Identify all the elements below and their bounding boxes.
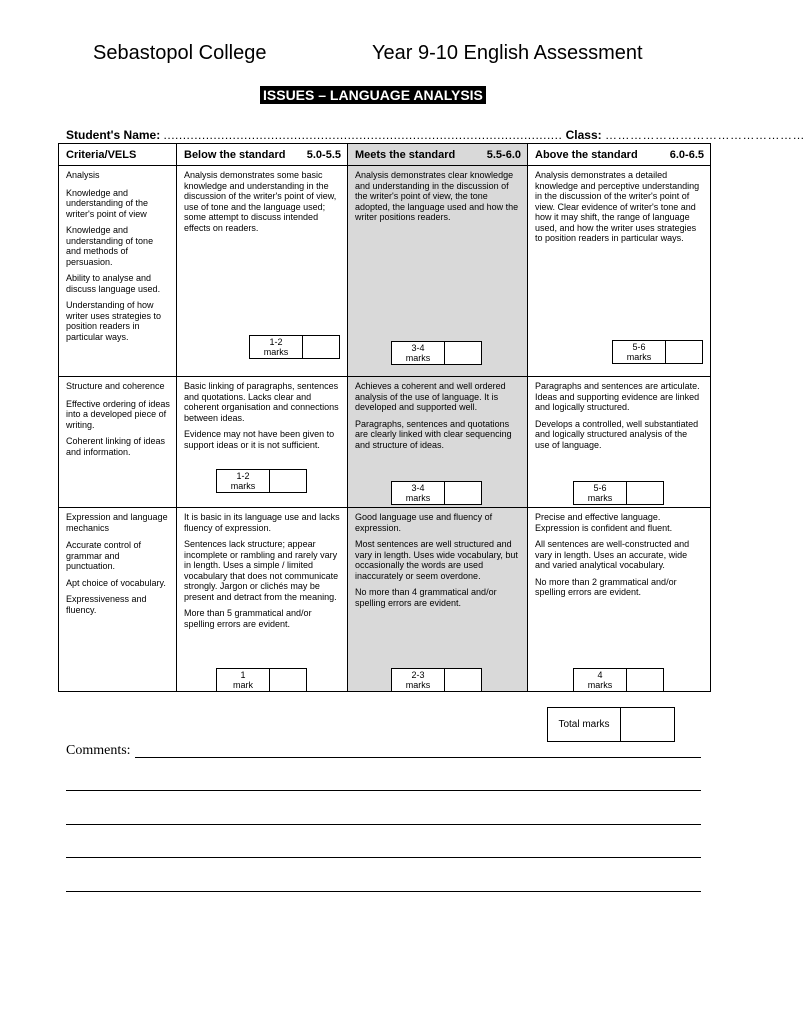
total-marks-label: Total marks bbox=[548, 708, 621, 741]
class-field[interactable]: ………………………………………… bbox=[605, 128, 805, 142]
criteria-point: Knowledge and understanding of the writer's point of view bbox=[66, 187, 149, 219]
descriptor-text: Evidence may not have been given to support ideas or it is not sufficient. bbox=[184, 429, 335, 450]
meets-cell bbox=[348, 508, 528, 692]
rubric-row-structure bbox=[59, 377, 711, 508]
mark-range-label: 3-4 marks bbox=[392, 342, 445, 364]
descriptor-text: Analysis demonstrates a detailed knowledge and perceptive understanding in the discussion of the writer's point of view. Clear evidence of writer's tone and how it may shift, the range of language used, and how the writer uses strategies to position readers in particular ways. bbox=[535, 170, 700, 243]
mark-entry-box[interactable] bbox=[303, 336, 339, 358]
descriptor-text: All sentences are well-constructed and vary in length. Uses an accurate, wide and varied analytical vocabulary. bbox=[535, 539, 690, 570]
comment-line[interactable] bbox=[135, 757, 701, 758]
student-info-line bbox=[66, 128, 805, 142]
mark-box bbox=[216, 469, 307, 493]
mark-box bbox=[391, 481, 482, 505]
mark-range-label: 2-3 marks bbox=[392, 669, 445, 691]
mark-range-label: 3-4 marks bbox=[392, 482, 445, 504]
total-marks-box bbox=[547, 707, 675, 742]
mark-box bbox=[391, 668, 482, 692]
descriptor-text: Paragraphs, sentences and quotations are clearly linked with clear sequencing and structure of ideas. bbox=[355, 418, 512, 450]
comment-line[interactable] bbox=[66, 790, 701, 791]
descriptor-text: Most sentences are well structured and vary in length. Uses wide vocabulary, but occasionally the words are used inaccurately or seem overdone. bbox=[355, 539, 518, 581]
below-range: 5.0-5.5 bbox=[306, 149, 341, 161]
descriptor-text: Paragraphs and sentences are articulate. Ideas and supporting evidence are linked and logically structured. bbox=[535, 381, 700, 412]
student-name-field[interactable]: ........................................................................................................ bbox=[163, 128, 563, 142]
below-header bbox=[177, 144, 348, 166]
mark-range-label: 1-2 marks bbox=[250, 336, 303, 358]
descriptor-text: Analysis demonstrates clear knowledge and understanding in the discussion of the writer's point of view, the tone adopted, the language used and how the writer positions readers. bbox=[355, 170, 519, 222]
mark-range-label: 1-2 marks bbox=[217, 470, 270, 492]
criteria-point: Expressiveness and fluency. bbox=[66, 594, 147, 615]
descriptor-text: Basic linking of paragraphs, sentences and quotations. Lacks clear and coherent organisation and connections between ideas. bbox=[184, 381, 339, 423]
task-banner: ISSUES – LANGUAGE ANALYSIS bbox=[260, 86, 486, 104]
criteria-point: Coherent linking of ideas and information. bbox=[66, 436, 166, 457]
below-cell bbox=[177, 166, 348, 377]
mark-box bbox=[216, 668, 307, 692]
criteria-cell bbox=[59, 508, 177, 692]
comment-line[interactable] bbox=[66, 891, 701, 892]
below-cell bbox=[177, 508, 348, 692]
descriptor-text: More than 5 grammatical and/or spelling errors are evident. bbox=[184, 608, 312, 629]
assessment-title: Year 9-10 English Assessment bbox=[372, 42, 643, 64]
meets-cell bbox=[348, 166, 528, 377]
student-name-label: Student's Name: bbox=[66, 128, 161, 142]
meets-range: 5.5-6.0 bbox=[486, 149, 521, 161]
descriptor-text: It is basic in its language use and lacks fluency of expression. bbox=[184, 512, 340, 533]
mark-entry-box[interactable] bbox=[445, 482, 481, 504]
criteria-point: Knowledge and understanding of tone and methods of persuasion. bbox=[66, 225, 154, 267]
mark-box bbox=[573, 668, 664, 692]
descriptor-text: No more than 2 grammatical and/or spelling errors are evident. bbox=[535, 576, 677, 597]
criteria-point: Apt choice of vocabulary. bbox=[66, 577, 166, 588]
mark-range-label: 5-6 marks bbox=[574, 482, 627, 504]
criteria-title: Expression and language mechanics bbox=[66, 512, 168, 533]
above-cell bbox=[528, 508, 711, 692]
comment-line[interactable] bbox=[66, 824, 701, 825]
mark-range-label: 5-6 marks bbox=[613, 341, 666, 363]
descriptor-text: No more than 4 grammatical and/or spelling errors are evident. bbox=[355, 587, 497, 608]
above-label: Above the standard bbox=[535, 149, 638, 161]
rubric-table bbox=[58, 143, 711, 692]
mark-box bbox=[391, 341, 482, 365]
descriptor-text: Sentences lack structure; appear incomplete or rambling and rarely vary in length. Uses a simple / limited vocabulary that does not communicate strongly. Jargon or clichés may be present and detract from the meaning. bbox=[184, 539, 339, 602]
rubric-row-analysis bbox=[59, 166, 711, 377]
criteria-point: Effective ordering of ideas into a developed piece of writing. bbox=[66, 398, 170, 430]
mark-entry-box[interactable] bbox=[270, 669, 306, 691]
criteria-title: Structure and coherence bbox=[66, 381, 165, 391]
mark-entry-box[interactable] bbox=[627, 482, 663, 504]
criteria-title: Analysis bbox=[66, 170, 100, 180]
below-label: Below the standard bbox=[184, 149, 286, 161]
criteria-cell bbox=[59, 166, 177, 377]
criteria-point: Ability to analyse and discuss language used. bbox=[66, 273, 161, 294]
school-name: Sebastopol College bbox=[93, 42, 267, 64]
mark-entry-box[interactable] bbox=[270, 470, 306, 492]
total-marks-entry[interactable] bbox=[621, 708, 674, 741]
criteria-header: Criteria/VELS bbox=[59, 144, 177, 166]
above-header bbox=[528, 144, 711, 166]
criteria-cell bbox=[59, 377, 177, 508]
descriptor-text: Achieves a coherent and well ordered analysis of the use of language. It is developed and supported well. bbox=[355, 381, 506, 412]
below-cell bbox=[177, 377, 348, 508]
above-cell bbox=[528, 166, 711, 377]
above-cell bbox=[528, 377, 711, 508]
meets-header bbox=[348, 144, 528, 166]
descriptor-text: Analysis demonstrates some basic knowledge and understanding in the discussion of the writer's point of view, use of tone and the language used; some attempt to discuss intended effects on readers. bbox=[184, 170, 337, 233]
meets-label: Meets the standard bbox=[355, 149, 456, 161]
rubric-row-expression bbox=[59, 508, 711, 692]
comments-label: Comments: bbox=[66, 743, 131, 758]
descriptor-text: Develops a controlled, well substantiated and logically structured analysis of the use of language. bbox=[535, 418, 699, 450]
mark-entry-box[interactable] bbox=[445, 342, 481, 364]
criteria-point: Understanding of how writer uses strategies to position readers in particular ways. bbox=[66, 300, 162, 342]
rubric-header-row bbox=[59, 144, 711, 166]
mark-entry-box[interactable] bbox=[666, 341, 702, 363]
mark-box bbox=[612, 340, 703, 364]
above-range: 6.0-6.5 bbox=[669, 149, 704, 161]
descriptor-text: Precise and effective language. Expression is confident and fluent. bbox=[535, 512, 673, 533]
mark-entry-box[interactable] bbox=[445, 669, 481, 691]
descriptor-text: Good language use and fluency of expression. bbox=[355, 512, 493, 533]
comment-line[interactable] bbox=[66, 857, 701, 858]
meets-cell bbox=[348, 377, 528, 508]
mark-range-label: 1 mark bbox=[217, 669, 270, 691]
mark-box bbox=[573, 481, 664, 505]
mark-box bbox=[249, 335, 340, 359]
criteria-point: Accurate control of grammar and punctuation. bbox=[66, 540, 142, 571]
mark-range-label: 4 marks bbox=[574, 669, 627, 691]
mark-entry-box[interactable] bbox=[627, 669, 663, 691]
class-label: Class: bbox=[565, 128, 602, 142]
